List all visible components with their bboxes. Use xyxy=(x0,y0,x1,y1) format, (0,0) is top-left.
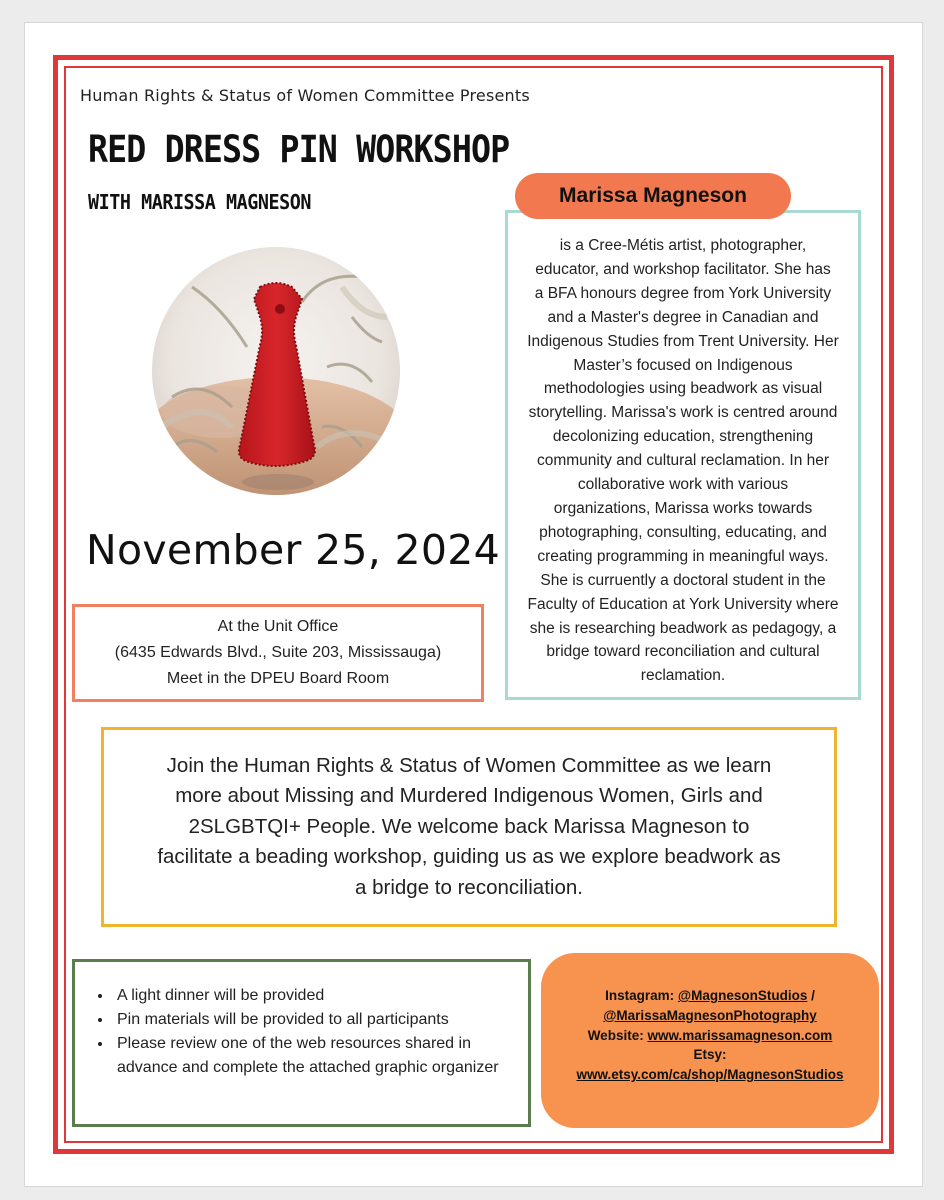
website-label: Website: xyxy=(587,1027,644,1043)
bio-line: photographing, consulting, educating, and xyxy=(539,523,827,541)
bio-line: bridge toward reconciliation and cultural xyxy=(546,643,820,661)
notes-box xyxy=(72,959,531,1127)
flyer xyxy=(24,22,921,1185)
bio-line: community and cultural reclamation. In her xyxy=(536,452,830,470)
location-line-2: (6435 Edwards Blvd., Suite 203, Mississauga) xyxy=(114,644,442,661)
notes-item: • Please review one of the web resources shared in advance and complete the attached graphic organizer xyxy=(113,1032,518,1080)
workshop-subtitle: WITH MARISSA MAGNESON xyxy=(88,190,311,214)
location-box xyxy=(72,604,484,702)
instagram-link-studios[interactable]: @MagnesonStudios xyxy=(677,988,808,1003)
description-line: a bridge to reconciliation. xyxy=(355,875,583,899)
bio-line: She is curruently a doctoral student in the xyxy=(540,571,826,589)
bio-line: methodologies using beadwork as visual xyxy=(543,380,823,398)
description-line: facilitate a beading workshop, guiding us as we explore beadwork as xyxy=(157,845,781,869)
bio-line: a BFA honours degree from York University xyxy=(534,284,832,302)
location-line-3: Meet in the DPEU Board Room xyxy=(166,670,390,687)
workshop-title: RED DRESS PIN WORKSHOP xyxy=(88,128,510,171)
red-dress-pin-photo xyxy=(152,247,400,495)
bio-line: storytelling. Marissa's work is centred around xyxy=(528,404,838,422)
etsy-link[interactable]: www.etsy.com/ca/shop/MagnesonStudios xyxy=(576,1067,844,1083)
bio-line: organizations, Marissa works towards xyxy=(553,499,813,517)
description-line: 2SLGBTQI+ People. We welcome back Marissa Magneson to xyxy=(188,814,750,838)
notes-item: • Pin materials will be provided to all participants xyxy=(113,1008,518,1032)
bio-line: educator, and workshop facilitator. She has xyxy=(535,260,831,278)
red-dress-image xyxy=(152,247,400,495)
website-link[interactable]: www.marissamagneson.com xyxy=(647,1027,833,1043)
bio-line: Faculty of Education at York University where xyxy=(527,595,839,613)
bio-line: reclamation. xyxy=(640,667,726,685)
contact-box xyxy=(541,953,879,1128)
instagram-separator: / xyxy=(811,988,815,1003)
notes-list xyxy=(87,984,518,1080)
event-date: November 25, 2024 xyxy=(86,526,500,574)
presents-line: Human Rights & Status of Women Committee Presents xyxy=(80,86,530,105)
bio-line: decolonizing education, strengthening xyxy=(552,428,814,446)
bio-line: and a Master's degree in Canadian and xyxy=(547,308,819,326)
bio-line: Master’s focused on Indigenous xyxy=(573,356,793,374)
bio-line: is a Cree-Métis artist, photographer, xyxy=(559,237,807,254)
etsy-label: Etsy: xyxy=(693,1047,727,1063)
presenter-bio xyxy=(505,210,861,700)
bio-line: Indigenous Studies from Trent University. Her xyxy=(527,332,839,350)
presenter-name-pill: Marissa Magneson xyxy=(515,173,791,219)
bio-line: creating programming in meaningful ways. xyxy=(537,547,829,565)
description-line: more about Missing and Murdered Indigenous Women, Girls and xyxy=(175,784,763,808)
bio-line: collaborative work with various xyxy=(577,476,789,494)
description-line: Join the Human Rights & Status of Women Committee as we learn xyxy=(166,753,772,777)
description-box xyxy=(101,727,837,927)
notes-item: • A light dinner will be provided xyxy=(113,984,518,1008)
instagram-label: Instagram: xyxy=(605,988,675,1003)
instagram-link-photography[interactable]: @MarissaMagnesonPhotography xyxy=(603,1007,817,1023)
bio-line: she is researching beadwork as pedagogy, a xyxy=(529,619,837,637)
location-line-1: At the Unit Office xyxy=(217,618,339,635)
